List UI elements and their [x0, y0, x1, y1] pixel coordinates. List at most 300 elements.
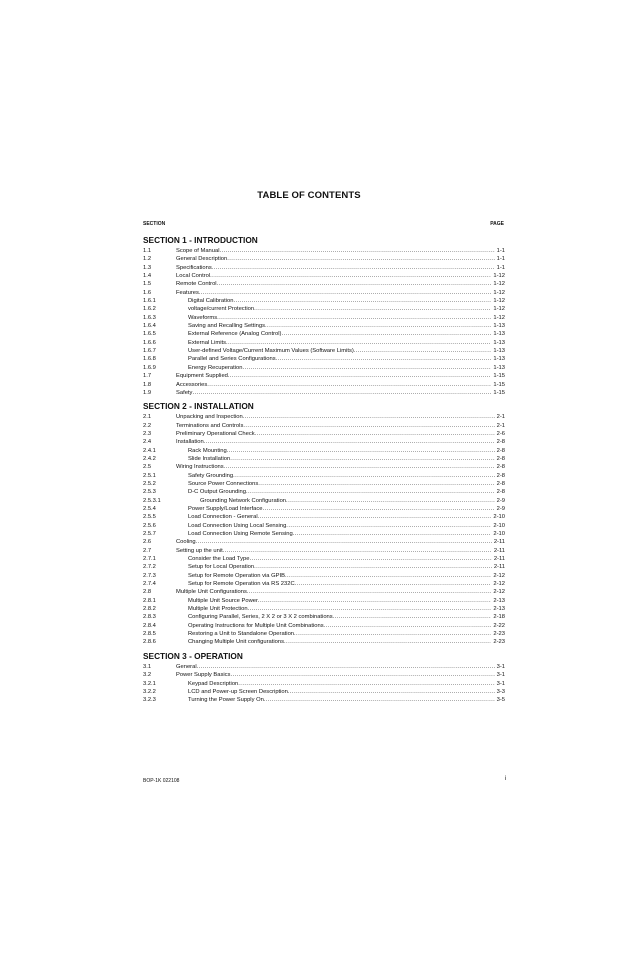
dot-leader [224, 463, 495, 471]
toc-entry-number: 1.6.2 [143, 306, 156, 313]
dot-leader [249, 555, 491, 563]
toc-entry-number: 2.8.5 [143, 631, 156, 638]
toc-entry[interactable] [143, 613, 505, 621]
toc-entry-page: 2-9 [496, 497, 505, 504]
toc-entry-title: Multiple Unit Protection [188, 606, 248, 613]
toc-entry-leader [176, 613, 491, 621]
toc-entry-page: 1-15 [493, 381, 505, 388]
toc-entry-title: Operating Instructions for Multiple Unit Combinations [188, 622, 324, 629]
toc-entry-title: LCD and Power-up Screen Description [188, 688, 288, 695]
toc-entry[interactable] [143, 605, 505, 613]
toc-entry-title: Safety Grounding [188, 472, 234, 479]
toc-entry-number: 1.6.1 [143, 298, 156, 305]
toc-entry[interactable] [143, 430, 505, 438]
toc-entry-title: Consider the Load Type [188, 556, 250, 563]
toc-entry-leader [176, 530, 491, 538]
dot-leader [264, 696, 495, 704]
toc-entry-title: Terminations and Controls [176, 422, 244, 429]
toc-entry[interactable] [143, 455, 505, 463]
toc-entry-number: 1.6.7 [143, 348, 156, 355]
toc-entry-title: Setting up the unit [176, 547, 223, 554]
toc-entry-page: 2-22 [493, 622, 505, 629]
toc-entry-number: 2.1 [143, 414, 152, 421]
toc-entry-leader [176, 314, 491, 322]
table-of-contents [143, 234, 505, 705]
toc-entry-leader [176, 480, 495, 488]
toc-entry[interactable] [143, 480, 505, 488]
toc-entry[interactable] [143, 264, 505, 272]
toc-entry[interactable] [143, 638, 505, 646]
toc-entry-page: 1-12 [493, 314, 505, 321]
toc-entry-leader [176, 305, 491, 313]
toc-entry-page: 1-12 [493, 298, 505, 305]
toc-entry-leader [176, 455, 495, 463]
dot-leader [324, 622, 492, 630]
toc-entry-page: 1-1 [496, 264, 505, 271]
toc-entry-number: 2.8.4 [143, 622, 156, 629]
dot-leader [243, 422, 494, 430]
toc-entry-number: 1.6 [143, 289, 152, 296]
toc-entry-page: 2-10 [493, 522, 505, 529]
dot-leader [233, 472, 494, 480]
dot-leader [295, 580, 492, 588]
toc-entry-page: 3-1 [496, 663, 505, 670]
toc-entry-page: 2-23 [493, 639, 505, 646]
dot-leader [258, 480, 494, 488]
toc-entry-number: 1.6.8 [143, 356, 156, 363]
toc-entry-leader [176, 447, 495, 455]
dot-leader [286, 522, 491, 530]
dot-leader [286, 497, 495, 505]
toc-entry-leader [176, 264, 495, 272]
toc-entry-title: Saving and Recalling Settings [188, 323, 266, 330]
dot-leader [227, 255, 494, 263]
toc-entry-number: 1.2 [143, 256, 152, 263]
footer-doc-id: BOP-1K 022108 [143, 778, 180, 784]
toc-entry-number: 3.1 [143, 663, 152, 670]
toc-entry[interactable] [143, 355, 505, 363]
toc-entry-leader [176, 588, 491, 596]
toc-entry-page: 2-12 [493, 589, 505, 596]
toc-entry-title: Parallel and Series Configurations [188, 356, 276, 363]
toc-entry-leader [176, 638, 491, 646]
toc-entry-leader [176, 663, 495, 671]
toc-entry[interactable] [143, 688, 505, 696]
toc-entry-page: 2-12 [493, 572, 505, 579]
toc-entry[interactable] [143, 630, 505, 638]
dot-leader [233, 297, 491, 305]
toc-entry[interactable] [143, 372, 505, 380]
dot-leader [281, 330, 491, 338]
toc-entry[interactable] [143, 497, 505, 505]
toc-entry-title: Rack Mounting [188, 447, 227, 454]
toc-entry-title: Setup for Remote Operation via GPIB [188, 572, 285, 579]
toc-entry-leader [176, 572, 491, 580]
toc-entry-title: Equipment Supplied [176, 373, 228, 380]
toc-entry-page: 3-5 [496, 697, 505, 704]
toc-entry-number: 2.8.6 [143, 639, 156, 646]
toc-entry[interactable] [143, 422, 505, 430]
toc-entry-number: 2.8.3 [143, 614, 156, 621]
toc-entry-leader [176, 330, 491, 338]
toc-entry-number: 1.1 [143, 248, 152, 254]
toc-entry[interactable] [143, 522, 505, 530]
toc-entry-title: Digital Calibration [188, 298, 234, 305]
toc-entry-leader [176, 505, 495, 513]
toc-entry[interactable] [143, 247, 505, 255]
toc-entry-page: 2-10 [493, 514, 505, 521]
toc-entry-number: 2.5.2 [143, 480, 156, 487]
toc-entry-number: 2.7.3 [143, 572, 156, 579]
toc-entry-title: Safety [176, 389, 193, 396]
toc-entry-number: 2.5.3.1 [143, 497, 161, 504]
toc-entry-leader [176, 622, 491, 630]
toc-entry[interactable] [143, 505, 505, 513]
toc-entry[interactable] [143, 305, 505, 313]
toc-entry-leader [176, 522, 491, 530]
toc-entry-number: 2.7.1 [143, 556, 156, 563]
toc-entry[interactable] [143, 472, 505, 480]
dot-leader [223, 547, 492, 555]
toc-entry-title: External Limits [188, 339, 227, 346]
toc-entry-number: 3.2.2 [143, 688, 156, 695]
toc-entry-title: Unpacking and Inspection [176, 414, 243, 421]
toc-entry-leader [176, 538, 492, 546]
toc-entry-number: 2.3 [143, 430, 152, 437]
toc-entry-title: Scope of Manual [176, 248, 220, 254]
toc-entry[interactable] [143, 671, 505, 679]
toc-entry-title: Source Power Connections [188, 480, 259, 487]
toc-entry-page: 2-8 [496, 439, 505, 446]
toc-entry-page: 3-3 [496, 688, 505, 695]
toc-entry-number: 2.5.3 [143, 489, 156, 496]
toc-entry-title: Keypad Description [188, 680, 239, 687]
toc-entry-number: 2.4.1 [143, 447, 156, 454]
toc-entry-page: 2-8 [496, 480, 505, 487]
toc-entry[interactable] [143, 381, 505, 389]
toc-entry[interactable] [143, 322, 505, 330]
toc-entry-leader [176, 688, 495, 696]
toc-entry-page: 2-6 [496, 430, 505, 437]
dot-leader [276, 355, 492, 363]
toc-entry-page: 2-13 [493, 606, 505, 613]
toc-entry-page: 2-8 [496, 464, 505, 471]
toc-entry-title: Multiple Unit Source Power [188, 597, 258, 604]
toc-entry-page: 2-11 [493, 564, 505, 571]
dot-leader [262, 505, 494, 513]
toc-entry-page: 2-10 [493, 531, 505, 537]
toc-entry-leader [176, 322, 491, 330]
dot-leader [207, 381, 491, 389]
toc-entry-title: External Reference (Analog Control) [188, 331, 282, 338]
toc-entry-title: Setup for Remote Operation via RS 232C [188, 581, 295, 588]
toc-entry-title: Restoring a Unit to Standalone Operation [188, 631, 295, 638]
toc-entry[interactable] [143, 513, 505, 521]
toc-entry-title: Specifications [176, 264, 212, 271]
toc-entry-number: 2.6 [143, 539, 152, 546]
toc-entry[interactable] [143, 364, 505, 372]
toc-entry-leader [176, 272, 491, 280]
toc-entry[interactable] [143, 438, 505, 446]
toc-entry[interactable] [143, 547, 505, 555]
toc-entry-leader [176, 347, 491, 355]
toc-entry-number: 1.6.5 [143, 331, 156, 338]
toc-entry-leader [176, 555, 492, 563]
toc-entry-page: 1-13 [493, 356, 505, 363]
toc-entry-leader [176, 381, 491, 389]
toc-entry[interactable] [143, 330, 505, 338]
page-column-header: PAGE [490, 221, 504, 227]
toc-entry-title: D-C Output Grounding [188, 489, 246, 496]
toc-entry-title: Load Connection - General [188, 514, 258, 521]
toc-entry-page: 2-13 [493, 597, 505, 604]
dot-leader [246, 488, 495, 496]
dot-leader [265, 322, 491, 330]
toc-entry-leader [176, 355, 491, 363]
toc-entry-title: Turning the Power Supply On [188, 697, 264, 704]
toc-entry-page: 3-1 [496, 672, 505, 679]
dot-leader [197, 663, 495, 671]
dot-leader [210, 272, 491, 280]
dot-leader [254, 305, 491, 313]
toc-entry[interactable] [143, 297, 505, 305]
toc-entry[interactable] [143, 272, 505, 280]
toc-entry-title: Setup for Local Operation [188, 564, 255, 571]
toc-entry-title: Remote Control [176, 281, 217, 288]
dot-leader [217, 280, 492, 288]
toc-entry-title: Cooling [176, 539, 196, 546]
toc-entry-leader [176, 389, 491, 397]
dot-leader [258, 597, 491, 605]
toc-entry-leader [176, 671, 495, 679]
toc-entry-leader [176, 255, 495, 263]
toc-entry-leader [176, 472, 495, 480]
toc-entry-leader [176, 488, 495, 496]
toc-entry-number: 2.4 [143, 439, 152, 446]
dot-leader [227, 447, 495, 455]
dot-leader [294, 630, 491, 638]
toc-entry-leader [176, 289, 491, 297]
toc-entry-number: 2.7.2 [143, 564, 156, 571]
footer-page-number: i [504, 776, 506, 782]
toc-entry-title: Grounding Network Configuration [200, 497, 287, 504]
toc-entry[interactable] [143, 696, 505, 704]
toc-entry-title: Wiring Instructions [176, 464, 224, 471]
toc-entry-title: Features [176, 289, 199, 296]
toc-entry-number: 2.7.4 [143, 581, 156, 588]
toc-entry-page: 1-15 [493, 373, 505, 380]
toc-entry-leader [176, 297, 491, 305]
toc-entry-number: 1.6.4 [143, 323, 156, 330]
toc-entry-number: 2.5.5 [143, 514, 156, 521]
toc-entry-leader [176, 463, 495, 471]
toc-entry-page: 2-8 [496, 455, 505, 462]
toc-entry-number: 1.9 [143, 389, 152, 396]
dot-leader [226, 339, 491, 347]
dot-leader [255, 430, 495, 438]
toc-entry-title: Slide Installation [188, 455, 231, 462]
toc-entry-page: 3-1 [496, 680, 505, 687]
toc-entry[interactable] [143, 538, 505, 546]
section-heading: SECTION 1 - INTRODUCTION [143, 235, 258, 245]
toc-entry-number: 1.7 [143, 373, 152, 380]
toc-entry-title: Preliminary Operational Check [176, 430, 255, 437]
dot-leader [248, 605, 492, 613]
toc-entry[interactable] [143, 572, 505, 580]
toc-entry-title: General [176, 663, 197, 670]
dot-leader [258, 513, 492, 521]
toc-entry-number: 1.6.9 [143, 364, 156, 371]
toc-entry-page: 1-1 [496, 248, 505, 254]
toc-entry-number: 1.8 [143, 381, 152, 388]
toc-entry[interactable] [143, 413, 505, 421]
toc-entry-page: 1-12 [493, 281, 505, 288]
toc-entry-title: User-defined Voltage/Current Maximum Values (Software Limits) [188, 348, 354, 355]
dot-leader [242, 364, 491, 372]
toc-entry-page: 1-13 [493, 348, 505, 355]
toc-entry[interactable] [143, 663, 505, 671]
toc-entry-title: Local Control [176, 273, 211, 280]
toc-entry-title: Energy Recuperation [188, 364, 243, 371]
section-heading: SECTION 3 - OPERATION [143, 650, 243, 661]
dot-leader [192, 389, 491, 397]
toc-entry-title: Installation [176, 439, 204, 446]
toc-entry[interactable] [143, 255, 505, 263]
toc-entry-number: 2.2 [143, 422, 152, 429]
dot-leader [243, 413, 495, 421]
dot-leader [354, 347, 492, 355]
toc-entry-title: Changing Multiple Unit configurations [188, 639, 285, 646]
toc-entry-page: 2-8 [496, 472, 505, 479]
toc-entry-leader [176, 580, 491, 588]
toc-entry[interactable] [143, 289, 505, 297]
toc-entry-number: 2.7 [143, 547, 152, 554]
toc-entry[interactable] [143, 555, 505, 563]
toc-entry-page: 1-13 [493, 364, 505, 371]
toc-entry-number: 2.8.2 [143, 606, 156, 613]
dot-leader [230, 455, 494, 463]
toc-entry-title: Power Supply/Load Interface [188, 505, 263, 512]
toc-entry-number: 1.4 [143, 273, 152, 280]
toc-entry-title: Waveforms [188, 314, 218, 321]
toc-entry-title: voltage/current Protection [188, 306, 255, 313]
toc-entry-page: 2-8 [496, 489, 505, 496]
toc-entry[interactable] [143, 622, 505, 630]
toc-entry[interactable] [143, 588, 505, 596]
toc-entry-number: 3.2.3 [143, 697, 156, 704]
toc-entry[interactable] [143, 530, 505, 538]
toc-entry-leader [176, 413, 495, 421]
toc-entry-number: 1.3 [143, 264, 152, 271]
toc-entry-page: 1-12 [493, 289, 505, 296]
toc-entry-page: 1-13 [493, 331, 505, 338]
toc-entry-title: Accessories [176, 381, 208, 388]
toc-entry[interactable] [143, 447, 505, 455]
toc-entry-page: 2-18 [493, 614, 505, 621]
toc-entry-leader [176, 605, 491, 613]
toc-entry-number: 1.5 [143, 281, 152, 288]
dot-leader [333, 613, 492, 621]
toc-entry-number: 2.5.1 [143, 472, 156, 479]
toc-entry[interactable] [143, 347, 505, 355]
toc-entry-title: Configuring Parallel, Series, 2 X 2 or 3 X 2 combinations [188, 614, 333, 621]
dot-leader [288, 688, 495, 696]
toc-entry-page: 2-1 [496, 422, 505, 429]
toc-entry-number: 2.8 [143, 589, 152, 596]
toc-entry-page: 2-12 [493, 581, 505, 588]
toc-entry-leader [176, 364, 491, 372]
dot-leader [212, 264, 495, 272]
toc-entry-leader [176, 630, 491, 638]
dot-leader [220, 247, 495, 255]
toc-entry-number: 2.5.6 [143, 522, 156, 529]
toc-entry[interactable] [143, 389, 505, 397]
dot-leader [293, 530, 492, 538]
toc-entry-page: 1-15 [493, 389, 505, 396]
toc-entry-leader [176, 563, 492, 571]
toc-entry-title: Load Connection Using Remote Sensing [188, 531, 293, 537]
toc-entry[interactable] [143, 563, 505, 571]
toc-entry-number: 2.4.2 [143, 455, 156, 462]
toc-entry-leader [176, 280, 491, 288]
toc-entry-page: 2-23 [493, 631, 505, 638]
toc-entry-title: Power Supply Basics [176, 672, 231, 679]
toc-entry-page: 2-11 [493, 547, 505, 554]
toc-entry-page: 1-12 [493, 306, 505, 313]
dot-leader [196, 538, 492, 546]
toc-entry-number: 2.5.7 [143, 531, 156, 537]
toc-entry-page: 2-9 [496, 505, 505, 512]
toc-entry-leader [176, 597, 491, 605]
toc-entry[interactable] [143, 488, 505, 496]
toc-entry-leader [176, 430, 495, 438]
toc-entry-leader [176, 422, 495, 430]
toc-entry-number: 1.6.6 [143, 339, 156, 346]
toc-entry-page: 2-11 [493, 539, 505, 546]
toc-entry-number: 3.2.1 [143, 680, 156, 687]
toc-entry[interactable] [143, 580, 505, 588]
toc-entry[interactable] [143, 314, 505, 322]
toc-entry-page: 2-11 [493, 556, 505, 563]
toc-entry-title: Load Connection Using Local Sensing [188, 522, 287, 529]
toc-entry[interactable] [143, 339, 505, 347]
toc-entry-title: Multiple Unit Configurations [176, 589, 247, 596]
dot-leader [254, 563, 492, 571]
section-column-header: SECTION [143, 221, 166, 227]
toc-entry-title: General Description [176, 256, 228, 263]
dot-leader [230, 671, 494, 679]
toc-entry-page: 1-1 [496, 256, 505, 263]
dot-leader [247, 588, 492, 596]
toc-entry-leader [176, 513, 491, 521]
toc-entry-number: 2.8.1 [143, 597, 156, 604]
toc-entry[interactable] [143, 680, 505, 688]
toc-entry-number: 2.5.4 [143, 505, 156, 512]
dot-leader [285, 572, 491, 580]
toc-entry[interactable] [143, 463, 505, 471]
dot-leader [284, 638, 491, 646]
toc-entry-page: 2-8 [496, 447, 505, 454]
toc-entry-number: 2.5 [143, 464, 152, 471]
dot-leader [238, 680, 494, 688]
toc-entry[interactable] [143, 597, 505, 605]
toc-entry-leader [176, 339, 491, 347]
toc-entry-page: 2-1 [496, 414, 505, 421]
toc-entry[interactable] [143, 280, 505, 288]
toc-entry-number: 1.6.3 [143, 314, 156, 321]
dot-leader [204, 438, 495, 446]
toc-entry-leader [176, 680, 495, 688]
